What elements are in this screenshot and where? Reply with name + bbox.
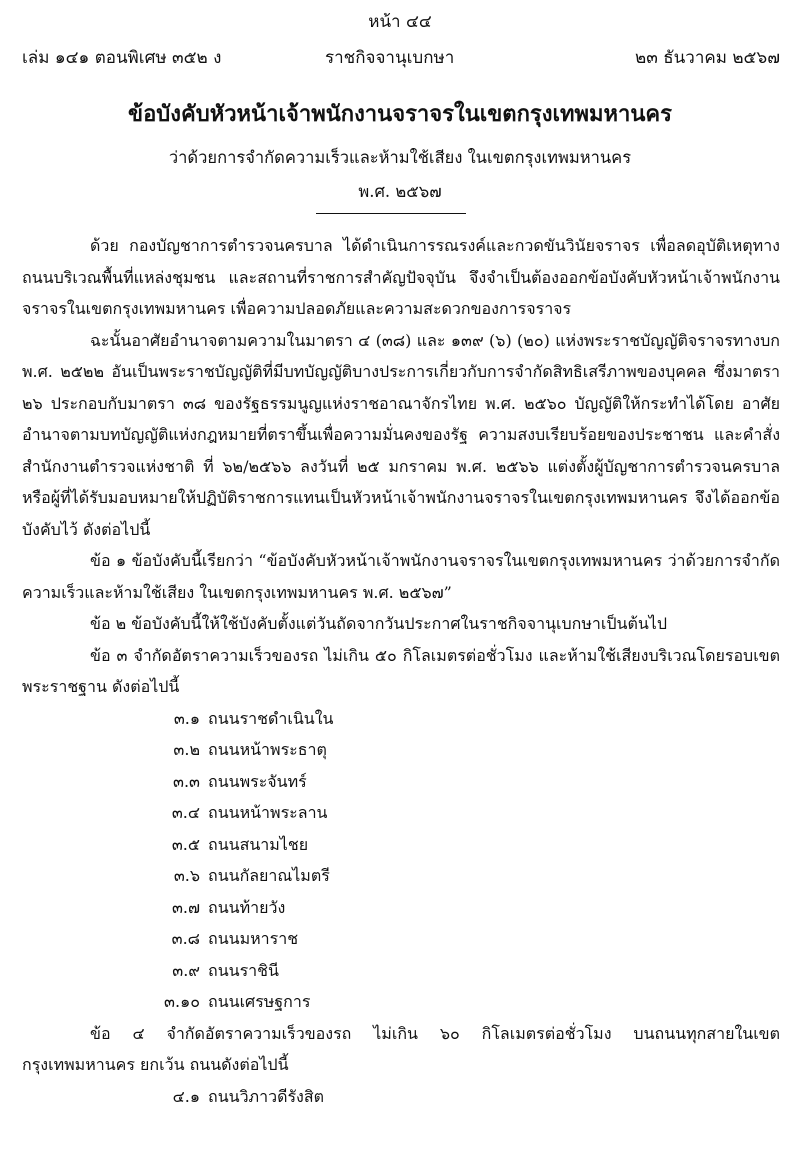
list-item [22, 797, 780, 829]
list-item [22, 955, 780, 987]
list-item [22, 703, 780, 735]
clause-3-road-list [22, 703, 780, 1018]
clause-2: ข้อ ๒ ข้อบังคับนี้ให้ใช้บังคับตั้งแต่วันถัดจากวันประกาศในราชกิจจานุเบกษาเป็นต้นไป [90, 614, 667, 633]
volume-issue: เล่ม ๑๔๑ ตอนพิเศษ ๓๕๒ ง [22, 48, 222, 68]
item-number: ๔.๑ [172, 1086, 200, 1106]
road-name: ถนนท้ายวัง [208, 897, 286, 917]
item-number: ๓.๓ [173, 771, 200, 791]
item-number: ๓.๔ [171, 803, 200, 822]
list-item [22, 766, 780, 798]
road-name: ถนนหน้าพระลาน [208, 803, 328, 822]
clause-3: ข้อ ๓ จำกัดอัตราความเร็วของรถ ไม่เกิน ๕๐ กิโลเมตรต่อชั่วโมง และห้ามใช้เสียงบริเวณโดยรอบเขตพระราชฐาน ดังต่อไปนี้ [22, 645, 780, 696]
gazette-name: ราชกิจจานุเบกษา [325, 48, 455, 68]
road-name: ถนนสนามไชย [208, 834, 309, 854]
road-name: ถนนราชดำเนินใน [208, 708, 334, 728]
list-item [22, 892, 780, 924]
clause-1: ข้อ ๑ ข้อบังคับนี้เรียกว่า “ข้อบังคับหัวหน้าเจ้าพนักงานจราจรในเขตกรุงเทพมหานคร ว่าด้วยการจำกัดความเร็วและห้ามใช้เสียง ในเขตกรุงเทพมหานคร พ.ศ. ๒๕๖๗” [22, 551, 780, 602]
publication-date: ๒๓ ธันวาคม ๒๕๖๗ [635, 48, 780, 68]
item-number: ๓.๖ [173, 866, 200, 885]
road-name: ถนนพระจันทร์ [208, 771, 307, 791]
item-number: ๓.๘ [171, 929, 200, 948]
item-number: ๓.๙ [172, 960, 200, 980]
document-year: พ.ศ. ๒๕๖๗ [358, 182, 442, 201]
road-name: ถนนกัลยาณไมตรี [208, 866, 330, 885]
document-title: ข้อบังคับหัวหน้าเจ้าพนักงานจราจรในเขตกรุงเทพมหานคร [128, 101, 672, 127]
item-number: ๓.๕ [171, 834, 200, 854]
list-item [22, 923, 780, 955]
list-item [22, 986, 780, 1018]
list-item [22, 734, 780, 766]
document-body [22, 230, 780, 1112]
item-number: ๓.๑ [173, 708, 200, 728]
item-number: ๓.๑๐ [164, 992, 200, 1011]
road-name: ถนนหน้าพระธาตุ [208, 740, 327, 759]
road-name: ถนนเศรษฐการ [208, 992, 311, 1011]
clause-4: ข้อ ๔ จำกัดอัตราความเร็วของรถ ไม่เกิน ๖๐ กิโลเมตรต่อชั่วโมง บนถนนทุกสายในเขตกรุงเทพมหานคร ยกเว้น ถนนดังต่อไปนี้ [22, 1023, 780, 1074]
item-number: ๓.๒ [173, 740, 200, 759]
item-number: ๓.๗ [171, 897, 200, 917]
list-item [22, 860, 780, 892]
list-item [22, 1081, 780, 1113]
list-item [22, 829, 780, 861]
title-divider [316, 213, 466, 214]
document-subtitle: ว่าด้วยการจำกัดความเร็วและห้ามใช้เสียง ในเขตกรุงเทพมหานคร [168, 148, 632, 167]
road-name: ถนนมหาราช [208, 929, 299, 948]
authority-paragraph: ฉะนั้นอาศัยอำนาจตามความในมาตรา ๔ (๓๘) และ ๑๓๙ (๖) (๒๐) แห่งพระราชบัญญัติจราจรทางบก พ.ศ. ๒๕๒๒ อันเป็นพระราชบัญญัติที่มีบทบัญญัติบางประการเกี่ยวกับการจำกัดสิทธิเสรีภาพของบุคคล ซึ่งมาตรา ๒๖ ประกอบกับมาตรา ๓๘ ของรัฐธรรมนูญแห่งราชอาณาจักรไทย พ.ศ. ๒๕๖๐ บัญญัติให้กระทำได้โดย อาศัยอำนาจตามบทบัญญัติแห่งกฎหมายที่ตราขึ้นเพื่อความมั่นคงของรัฐ ความสงบเรียบร้อยของประชาชน และคำสั่งสำนักงานตำรวจแห่งชาติ ที่ ๖๒/๒๕๖๖ ลงวันที่ ๒๕ มกราคม พ.ศ. ๒๕๖๖ แต่งตั้งผู้บัญชาการตำรวจนครบาล หรือผู้ที่ได้รับมอบหมายให้ปฏิบัติราชการแทนเป็นหัวหน้าเจ้าพนักงานจราจรในเขตกรุงเทพมหานคร จึงได้ออกข้อบังคับไว้ ดังต่อไปนี้ [22, 330, 780, 539]
clause-4-road-list [22, 1081, 780, 1113]
road-name: ถนนวิภาวดีรังสิต [208, 1086, 325, 1106]
page-number: หน้า ๔๔ [368, 12, 432, 32]
road-name: ถนนราชินี [208, 960, 279, 980]
preamble-paragraph: ด้วย กองบัญชาการตำรวจนครบาล ได้ดำเนินการรณรงค์และกวดขันวินัยจราจร เพื่อลดอุบัติเหตุทางถนนบริเวณพื้นที่แหล่งชุมชน และสถานที่ราชการสำคัญปัจจุบัน จึงจำเป็นต้องออกข้อบังคับหัวหน้าเจ้าพนักงานจราจรในเขตกรุงเทพมหานคร เพื่อความปลอดภัยและความสะดวกของการจราจร [22, 236, 780, 318]
